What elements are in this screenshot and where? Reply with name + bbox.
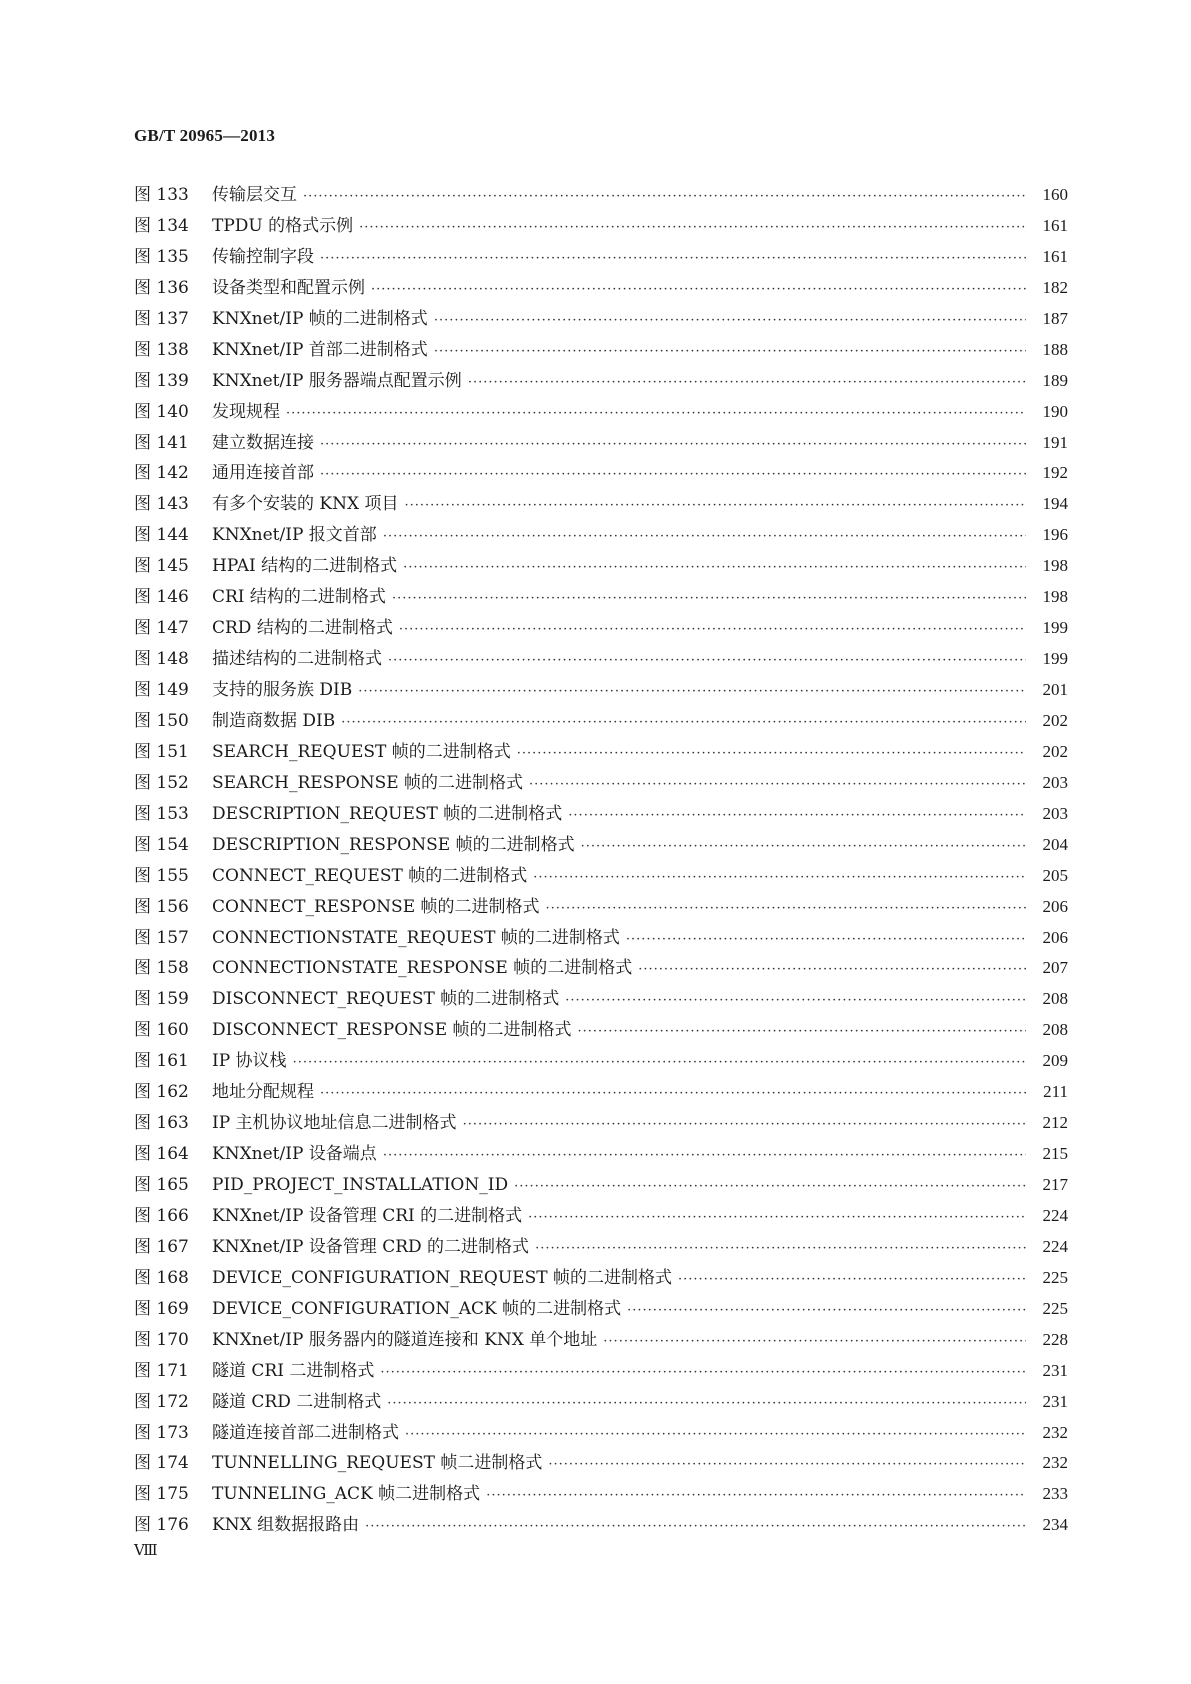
dot-leader bbox=[517, 739, 1026, 770]
figure-label: 图 161 bbox=[134, 1051, 189, 1072]
figure-label: 图 155 bbox=[134, 865, 189, 886]
figure-label: 图 169 bbox=[134, 1298, 189, 1319]
toc-entry bbox=[134, 304, 1068, 335]
toc-entry bbox=[134, 520, 1068, 551]
dot-leader bbox=[286, 399, 1026, 430]
dot-leader bbox=[529, 770, 1026, 801]
toc-entry bbox=[134, 799, 1068, 830]
figure-label: 图 170 bbox=[134, 1329, 189, 1350]
toc-entry bbox=[134, 1448, 1068, 1479]
toc-entry bbox=[134, 984, 1068, 1015]
toc-entry bbox=[134, 923, 1068, 954]
toc-entry bbox=[134, 892, 1068, 923]
toc-entry bbox=[134, 830, 1068, 861]
figure-page-number: 199 bbox=[1042, 649, 1068, 669]
figure-label: 图 162 bbox=[134, 1082, 189, 1103]
toc-entry bbox=[134, 582, 1068, 613]
figure-page-number: 198 bbox=[1042, 556, 1068, 576]
figure-label: 图 139 bbox=[134, 370, 189, 391]
figure-label: 图 158 bbox=[134, 958, 189, 979]
figure-label: 图 157 bbox=[134, 927, 189, 948]
toc-entry bbox=[134, 768, 1068, 799]
figure-label: 图 137 bbox=[134, 308, 189, 329]
figure-page-number: 201 bbox=[1042, 680, 1068, 699]
dot-leader bbox=[320, 430, 1026, 461]
toc-entry bbox=[134, 458, 1068, 489]
toc-entry bbox=[134, 1479, 1068, 1510]
dot-leader bbox=[341, 708, 1026, 739]
dot-leader bbox=[303, 182, 1026, 213]
dot-leader bbox=[678, 1265, 1026, 1296]
toc-entry bbox=[134, 1510, 1068, 1541]
dot-leader bbox=[603, 1327, 1026, 1358]
dot-leader bbox=[535, 1234, 1026, 1265]
figure-label: 图 135 bbox=[134, 246, 189, 267]
figure-page-number: 161 bbox=[1042, 246, 1068, 266]
figure-title: KNXnet/IP 设备端点 bbox=[212, 1144, 377, 1165]
dot-leader bbox=[627, 1296, 1026, 1327]
figure-page-number: 215 bbox=[1042, 1144, 1068, 1164]
toc-entry bbox=[134, 397, 1068, 428]
figure-page-number: 182 bbox=[1042, 277, 1068, 297]
figure-page-number: 208 bbox=[1042, 1020, 1068, 1040]
figure-label: 图 160 bbox=[134, 1020, 189, 1041]
figure-page-number: 207 bbox=[1042, 958, 1068, 978]
figure-title: 隧道连接首部二进制格式 bbox=[212, 1422, 399, 1443]
figure-label: 图 168 bbox=[134, 1267, 189, 1288]
dot-leader bbox=[387, 1389, 1026, 1420]
figure-label: 图 141 bbox=[134, 432, 189, 453]
figure-page-number: 199 bbox=[1042, 618, 1068, 638]
dot-leader bbox=[548, 1450, 1026, 1481]
figure-page-number: 206 bbox=[1042, 896, 1068, 916]
figure-title: KNXnet/IP 设备管理 CRD 的二进制格式 bbox=[212, 1236, 530, 1257]
figure-page-number: 196 bbox=[1042, 525, 1068, 545]
figure-page-number: 234 bbox=[1042, 1515, 1068, 1535]
dot-leader bbox=[359, 213, 1026, 244]
figure-title: HPAI 结构的二进制格式 bbox=[212, 556, 398, 577]
dot-leader bbox=[293, 1048, 1026, 1079]
figure-page-number: 232 bbox=[1042, 1453, 1068, 1473]
figure-title: CRD 结构的二进制格式 bbox=[212, 618, 393, 639]
figure-label: 图 174 bbox=[134, 1453, 189, 1474]
figure-page-number: 224 bbox=[1042, 1236, 1068, 1256]
figure-title: 隧道 CRI 二进制格式 bbox=[212, 1360, 375, 1381]
toc-entry bbox=[134, 1139, 1068, 1170]
figure-label: 图 165 bbox=[134, 1175, 189, 1195]
figure-title: CRI 结构的二进制格式 bbox=[212, 587, 386, 608]
figure-label: 图 138 bbox=[134, 339, 189, 360]
dot-leader bbox=[581, 832, 1026, 863]
dot-leader bbox=[371, 275, 1026, 306]
figure-page-number: 232 bbox=[1042, 1422, 1068, 1442]
dot-leader bbox=[533, 863, 1026, 894]
figure-page-number: 231 bbox=[1042, 1391, 1068, 1411]
dot-leader bbox=[320, 460, 1026, 491]
figure-list bbox=[134, 180, 1068, 1541]
figure-title: TUNNELING_ACK 帧二进制格式 bbox=[212, 1484, 481, 1505]
figure-page-number: 211 bbox=[1043, 1082, 1068, 1102]
figure-title: 支持的服务族 DIB bbox=[212, 680, 353, 700]
toc-entry bbox=[134, 273, 1068, 304]
dot-leader bbox=[638, 955, 1026, 986]
figure-title: 地址分配规程 bbox=[212, 1082, 314, 1103]
figure-title: 通用连接首部 bbox=[212, 463, 314, 484]
figure-title: KNXnet/IP 服务器端点配置示例 bbox=[212, 370, 462, 391]
figure-page-number: 205 bbox=[1042, 865, 1068, 885]
figure-label: 图 148 bbox=[134, 649, 189, 670]
figure-title: DESCRIPTION_REQUEST 帧的二进制格式 bbox=[212, 803, 563, 824]
toc-entry bbox=[134, 1387, 1068, 1418]
dot-leader bbox=[468, 368, 1026, 399]
toc-entry bbox=[134, 1046, 1068, 1077]
figure-page-number: 225 bbox=[1042, 1298, 1068, 1318]
figure-title: 设备类型和配置示例 bbox=[212, 277, 365, 298]
figure-page-number: 233 bbox=[1042, 1484, 1068, 1504]
dot-leader bbox=[434, 306, 1026, 337]
figure-page-number: 160 bbox=[1042, 185, 1068, 204]
figure-label: 图 163 bbox=[134, 1113, 189, 1134]
dot-leader bbox=[405, 1420, 1026, 1451]
toc-entry bbox=[134, 1356, 1068, 1387]
toc-entry bbox=[134, 675, 1068, 706]
dot-leader bbox=[320, 1079, 1026, 1110]
figure-label: 图 175 bbox=[134, 1484, 189, 1505]
figure-label: 图 164 bbox=[134, 1144, 189, 1165]
figure-page-number: 202 bbox=[1042, 741, 1068, 761]
figure-label: 图 167 bbox=[134, 1236, 189, 1257]
toc-entry bbox=[134, 706, 1068, 737]
dot-leader bbox=[399, 615, 1026, 646]
figure-page-number: 212 bbox=[1042, 1113, 1068, 1133]
toc-entry bbox=[134, 1170, 1068, 1201]
dot-leader bbox=[578, 1017, 1026, 1048]
dot-leader bbox=[463, 1110, 1026, 1141]
toc-entry bbox=[134, 335, 1068, 366]
figure-label: 图 171 bbox=[134, 1360, 189, 1381]
figure-title: SEARCH_REQUEST 帧的二进制格式 bbox=[212, 741, 511, 762]
figure-title: 描述结构的二进制格式 bbox=[212, 649, 382, 670]
dot-leader bbox=[565, 986, 1026, 1017]
figure-title: 有多个安装的 KNX 项目 bbox=[212, 494, 399, 515]
figure-label: 图 159 bbox=[134, 989, 189, 1010]
figure-title: DESCRIPTION_RESPONSE 帧的二进制格式 bbox=[212, 834, 575, 855]
figure-title: KNXnet/IP 设备管理 CRI 的二进制格式 bbox=[212, 1205, 523, 1226]
figure-title: IP 协议栈 bbox=[212, 1051, 287, 1072]
figure-page-number: 208 bbox=[1042, 989, 1068, 1009]
figure-title: TPDU 的格式示例 bbox=[212, 215, 354, 236]
figure-page-number: 161 bbox=[1042, 215, 1068, 235]
dot-leader bbox=[403, 553, 1026, 584]
dot-leader bbox=[320, 244, 1026, 275]
figure-title: DEVICE_CONFIGURATION_ACK 帧的二进制格式 bbox=[212, 1298, 622, 1319]
toc-entry bbox=[134, 1325, 1068, 1356]
figure-page-number: 204 bbox=[1042, 834, 1068, 854]
figure-label: 图 173 bbox=[134, 1422, 189, 1443]
toc-entry bbox=[134, 366, 1068, 397]
toc-entry bbox=[134, 428, 1068, 459]
dot-leader bbox=[514, 1172, 1026, 1203]
dot-leader bbox=[388, 646, 1026, 677]
figure-label: 图 143 bbox=[134, 494, 189, 515]
figure-title: 建立数据连接 bbox=[212, 432, 314, 453]
dot-leader bbox=[392, 584, 1026, 615]
dot-leader bbox=[383, 1141, 1026, 1172]
dot-leader bbox=[358, 677, 1026, 708]
figure-title: 制造商数据 DIB bbox=[212, 710, 336, 731]
toc-entry bbox=[134, 644, 1068, 675]
figure-page-number: 206 bbox=[1042, 927, 1068, 947]
figure-page-number: 203 bbox=[1042, 803, 1068, 823]
figure-label: 图 150 bbox=[134, 710, 189, 731]
figure-page-number: 191 bbox=[1042, 432, 1068, 452]
toc-entry bbox=[134, 953, 1068, 984]
figure-page-number: 187 bbox=[1042, 308, 1068, 328]
figure-label: 图 166 bbox=[134, 1205, 189, 1226]
figure-page-number: 209 bbox=[1042, 1051, 1068, 1071]
figure-title: CONNECT_REQUEST 帧的二进制格式 bbox=[212, 865, 528, 886]
figure-label: 图 136 bbox=[134, 277, 189, 298]
dot-leader bbox=[486, 1481, 1026, 1512]
figure-page-number: 188 bbox=[1042, 339, 1068, 359]
figure-label: 图 152 bbox=[134, 772, 189, 793]
figure-page-number: 231 bbox=[1042, 1360, 1068, 1380]
figure-label: 图 144 bbox=[134, 525, 189, 546]
figure-label: 图 142 bbox=[134, 463, 189, 484]
figure-label: 图 151 bbox=[134, 741, 189, 762]
figure-title: CONNECT_RESPONSE 帧的二进制格式 bbox=[212, 896, 540, 917]
dot-leader bbox=[365, 1512, 1026, 1543]
toc-entry bbox=[134, 180, 1068, 211]
figure-page-number: 225 bbox=[1042, 1267, 1068, 1287]
figure-title: KNXnet/IP 首部二进制格式 bbox=[212, 339, 428, 360]
toc-entry bbox=[134, 861, 1068, 892]
figure-page-number: 217 bbox=[1042, 1175, 1068, 1194]
page-number: Ⅷ bbox=[134, 1543, 158, 1559]
figure-page-number: 203 bbox=[1042, 772, 1068, 792]
figure-title: DEVICE_CONFIGURATION_REQUEST 帧的二进制格式 bbox=[212, 1267, 672, 1288]
figure-title: 隧道 CRD 二进制格式 bbox=[212, 1391, 382, 1412]
toc-entry bbox=[134, 211, 1068, 242]
document-code: GB/T 20965—2013 bbox=[134, 126, 276, 145]
figure-label: 图 156 bbox=[134, 896, 189, 917]
toc-entry bbox=[134, 1263, 1068, 1294]
figure-title: KNXnet/IP 服务器内的隧道连接和 KNX 单个地址 bbox=[212, 1329, 598, 1350]
dot-leader bbox=[568, 801, 1026, 832]
toc-entry bbox=[134, 489, 1068, 520]
figure-label: 图 133 bbox=[134, 185, 189, 205]
figure-label: 图 146 bbox=[134, 587, 189, 608]
toc-entry bbox=[134, 1232, 1068, 1263]
figure-label: 图 153 bbox=[134, 803, 189, 824]
figure-title: CONNECTIONSTATE_RESPONSE 帧的二进制格式 bbox=[212, 958, 633, 979]
dot-leader bbox=[546, 894, 1026, 925]
figure-title: KNXnet/IP 帧的二进制格式 bbox=[212, 308, 428, 329]
figure-title: DISCONNECT_REQUEST 帧的二进制格式 bbox=[212, 989, 560, 1010]
figure-title: 传输控制字段 bbox=[212, 246, 314, 267]
toc-entry bbox=[134, 242, 1068, 273]
toc-entry bbox=[134, 1077, 1068, 1108]
figure-title: DISCONNECT_RESPONSE 帧的二进制格式 bbox=[212, 1020, 572, 1041]
dot-leader bbox=[383, 522, 1026, 553]
figure-page-number: 194 bbox=[1042, 494, 1068, 514]
figure-label: 图 140 bbox=[134, 401, 189, 422]
toc-entry bbox=[134, 1201, 1068, 1232]
figure-title: 传输层交互 bbox=[212, 185, 297, 205]
figure-title: PID_PROJECT_INSTALLATION_ID bbox=[212, 1175, 509, 1195]
figure-title: 发现规程 bbox=[212, 401, 280, 422]
toc-entry bbox=[134, 1108, 1068, 1139]
toc-entry bbox=[134, 1015, 1068, 1046]
figure-page-number: 224 bbox=[1042, 1205, 1068, 1225]
figure-title: IP 主机协议地址信息二进制格式 bbox=[212, 1113, 457, 1134]
figure-page-number: 198 bbox=[1042, 587, 1068, 607]
figure-label: 图 154 bbox=[134, 834, 189, 855]
figure-label: 图 147 bbox=[134, 618, 189, 639]
dot-leader bbox=[405, 491, 1027, 522]
dot-leader bbox=[434, 337, 1026, 368]
dot-leader bbox=[528, 1203, 1026, 1234]
figure-page-number: 202 bbox=[1042, 710, 1068, 730]
figure-title: CONNECTIONSTATE_REQUEST 帧的二进制格式 bbox=[212, 927, 620, 948]
figure-page-number: 190 bbox=[1042, 401, 1068, 421]
figure-label: 图 134 bbox=[134, 215, 189, 236]
figure-title: SEARCH_RESPONSE 帧的二进制格式 bbox=[212, 772, 524, 793]
toc-entry bbox=[134, 551, 1068, 582]
figure-title: KNX 组数据报路由 bbox=[212, 1515, 360, 1536]
figure-label: 图 172 bbox=[134, 1391, 189, 1412]
figure-page-number: 228 bbox=[1042, 1329, 1068, 1349]
toc-entry bbox=[134, 613, 1068, 644]
figure-label: 图 145 bbox=[134, 556, 189, 577]
figure-title: TUNNELLING_REQUEST 帧二进制格式 bbox=[212, 1453, 543, 1474]
figure-page-number: 192 bbox=[1042, 463, 1068, 483]
figure-label: 图 176 bbox=[134, 1515, 189, 1536]
dot-leader bbox=[626, 925, 1026, 956]
toc-entry bbox=[134, 737, 1068, 768]
toc-entry bbox=[134, 1294, 1068, 1325]
figure-page-number: 189 bbox=[1042, 370, 1068, 390]
toc-entry bbox=[134, 1418, 1068, 1449]
figure-label: 图 149 bbox=[134, 680, 189, 700]
figure-title: KNXnet/IP 报文首部 bbox=[212, 525, 377, 546]
dot-leader bbox=[380, 1358, 1026, 1389]
